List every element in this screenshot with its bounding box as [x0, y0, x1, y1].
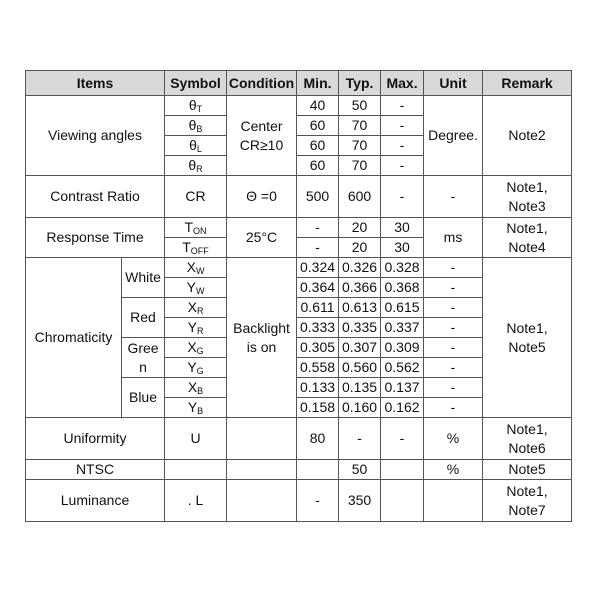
remark-cell: Note1, Note3 — [483, 176, 572, 218]
header-min: Min. — [297, 71, 339, 96]
max-cell: - — [381, 136, 424, 156]
max-cell: - — [381, 176, 424, 218]
typ-cell: 0.160 — [339, 398, 381, 418]
remark-cell: Note1, Note7 — [483, 480, 572, 522]
symbol-cell: CR — [165, 176, 227, 218]
typ-cell: 600 — [339, 176, 381, 218]
symbol-cell: $Y_R$ — [165, 318, 227, 338]
max-cell: - — [381, 418, 424, 460]
table-row — [26, 176, 572, 218]
min-cell: - — [297, 218, 339, 238]
symbol-cell: $X_G$ — [165, 338, 227, 358]
max-cell — [381, 460, 424, 480]
max-cell: 0.337 — [381, 318, 424, 338]
typ-cell: 0.326 — [339, 258, 381, 278]
min-cell — [297, 460, 339, 480]
symbol-cell: $X_B$ — [165, 378, 227, 398]
blue-label: Blue — [122, 378, 165, 418]
typ-cell: 20 — [339, 238, 381, 258]
min-cell: 0.133 — [297, 378, 339, 398]
ntsc-label: NTSC — [26, 460, 165, 480]
max-cell: 0.368 — [381, 278, 424, 298]
table-row — [26, 480, 572, 522]
unit-cell: - — [424, 318, 483, 338]
header-items: Items — [26, 71, 165, 96]
max-cell: 0.137 — [381, 378, 424, 398]
unit-cell: - — [424, 398, 483, 418]
min-cell: 0.305 — [297, 338, 339, 358]
condition-cell: Θ =0 — [227, 176, 297, 218]
unit-cell: % — [424, 460, 483, 480]
max-cell: - — [381, 156, 424, 176]
viewing-remark: Note2 — [483, 96, 572, 176]
max-cell: 30 — [381, 218, 424, 238]
response-remark: Note1, Note4 — [483, 218, 572, 258]
unit-cell: - — [424, 278, 483, 298]
symbol-cell: $\theta_R$ — [165, 156, 227, 176]
min-cell: 500 — [297, 176, 339, 218]
min-cell: 0.558 — [297, 358, 339, 378]
unit-cell — [424, 480, 483, 522]
chromaticity-remark: Note1, Note5 — [483, 258, 572, 418]
typ-cell: 20 — [339, 218, 381, 238]
min-cell: 0.324 — [297, 258, 339, 278]
header-max: Max. — [381, 71, 424, 96]
uniformity-label: Uniformity — [26, 418, 165, 460]
typ-cell: 0.135 — [339, 378, 381, 398]
typ-cell: 70 — [339, 136, 381, 156]
max-cell: 0.309 — [381, 338, 424, 358]
min-cell: 40 — [297, 96, 339, 116]
max-cell: 0.162 — [381, 398, 424, 418]
min-cell: 0.158 — [297, 398, 339, 418]
response-unit: ms — [424, 218, 483, 258]
contrast-ratio-label: Contrast Ratio — [26, 176, 165, 218]
min-cell: 0.611 — [297, 298, 339, 318]
max-cell: 30 — [381, 238, 424, 258]
remark-cell: Note5 — [483, 460, 572, 480]
typ-cell: - — [339, 418, 381, 460]
symbol-cell: $X_W$ — [165, 258, 227, 278]
table-row — [26, 418, 572, 460]
unit-cell: - — [424, 298, 483, 318]
table-row — [26, 218, 572, 238]
min-cell: 0.333 — [297, 318, 339, 338]
typ-cell: 0.307 — [339, 338, 381, 358]
condition-cell — [227, 418, 297, 460]
min-cell: 80 — [297, 418, 339, 460]
typ-cell: 350 — [339, 480, 381, 522]
header-row — [26, 71, 572, 96]
table-row — [26, 258, 572, 278]
green-label: Gree n — [122, 338, 165, 378]
unit-cell: - — [424, 176, 483, 218]
viewing-unit: Degree. — [424, 96, 483, 176]
symbol-cell: $Y_W$ — [165, 278, 227, 298]
chromaticity-condition: Backlight is on — [227, 258, 297, 418]
unit-cell: - — [424, 378, 483, 398]
unit-cell: % — [424, 418, 483, 460]
unit-cell: - — [424, 358, 483, 378]
viewing-angles-label: Viewing angles — [26, 96, 165, 176]
min-cell: 0.364 — [297, 278, 339, 298]
symbol-cell: $Y_G$ — [165, 358, 227, 378]
header-symbol: Symbol — [165, 71, 227, 96]
max-cell: 0.562 — [381, 358, 424, 378]
remark-cell: Note1, Note6 — [483, 418, 572, 460]
symbol-cell: $\theta_T$ — [165, 96, 227, 116]
symbol-cell: $\theta_L$ — [165, 136, 227, 156]
typ-cell: 50 — [339, 460, 381, 480]
symbol-cell: $X_R$ — [165, 298, 227, 318]
symbol-cell: U — [165, 418, 227, 460]
header-remark: Remark — [483, 71, 572, 96]
unit-cell: - — [424, 258, 483, 278]
max-cell — [381, 480, 424, 522]
dot-mark: . — [187, 492, 192, 508]
table-row — [26, 460, 572, 480]
header-unit: Unit — [424, 71, 483, 96]
max-cell: 0.328 — [381, 258, 424, 278]
min-cell: - — [297, 480, 339, 522]
optical-spec-table — [25, 70, 572, 522]
response-time-label: Response Time — [26, 218, 165, 258]
min-cell: - — [297, 238, 339, 258]
condition-cell — [227, 460, 297, 480]
chromaticity-label: Chromaticity — [26, 258, 122, 418]
luminance-label: Luminance — [26, 480, 165, 522]
max-cell: - — [381, 96, 424, 116]
typ-cell: 50 — [339, 96, 381, 116]
response-condition: 25°C — [227, 218, 297, 258]
max-cell: - — [381, 116, 424, 136]
red-label: Red — [122, 298, 165, 338]
symbol-cell: $\theta_B$ — [165, 116, 227, 136]
header-condition: Condition — [227, 71, 297, 96]
table-row — [26, 96, 572, 116]
typ-cell: 70 — [339, 116, 381, 136]
condition-cell — [227, 480, 297, 522]
typ-cell: 0.613 — [339, 298, 381, 318]
min-cell: 60 — [297, 156, 339, 176]
typ-cell: 0.366 — [339, 278, 381, 298]
symbol-cell: $T_{ON}$ — [165, 218, 227, 238]
typ-cell: 0.560 — [339, 358, 381, 378]
symbol-cell — [165, 460, 227, 480]
viewing-condition: Center CR≥10 — [227, 96, 297, 176]
header-typ: Typ. — [339, 71, 381, 96]
max-cell: 0.615 — [381, 298, 424, 318]
min-cell: 60 — [297, 116, 339, 136]
min-cell: 60 — [297, 136, 339, 156]
white-label: White — [122, 258, 165, 298]
symbol-cell: $Y_B$ — [165, 398, 227, 418]
typ-cell: 0.335 — [339, 318, 381, 338]
symbol-cell: . L — [165, 480, 227, 522]
unit-cell: - — [424, 338, 483, 358]
typ-cell: 70 — [339, 156, 381, 176]
symbol-cell: $T_{OFF}$ — [165, 238, 227, 258]
